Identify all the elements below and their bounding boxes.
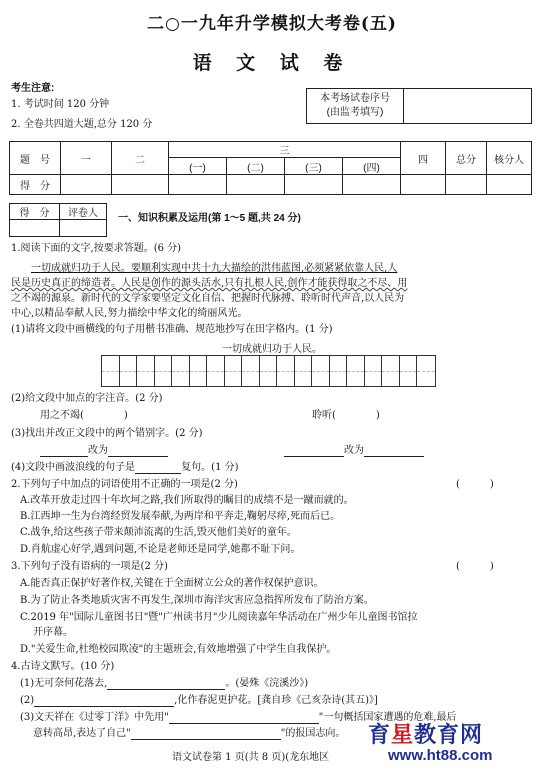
passage-line: 一切成就归功于人民。要顺利实现中共十九大描绘的洪伟蓝图,必须紧紧依靠人民,人 [31,263,398,274]
recite-blank[interactable] [107,679,225,690]
copy-sentence: 一切成就归功于人民。 [222,344,322,355]
pinyin-b[interactable]: 聆听( ) [312,410,380,421]
fix-blank[interactable] [40,446,88,457]
grid-cell[interactable] [172,356,190,386]
page-footer: 语文试卷第 1 页(共 8 页)(龙东地区 [172,752,330,763]
grader-score-label: 得 分 [10,204,60,220]
notice-heading: 考生注意: [11,83,55,94]
passage-line: 中心,以精品奉献人民,努力描绘中华文化的绮丽风光。 [11,308,248,319]
recite-blank[interactable] [34,696,174,707]
option: D.肖航虚心好学,遇到问题,不论是老师还是同学,她都不耻下问。 [20,544,301,555]
option: 开序幕。 [33,627,73,638]
question-2-stem: 2.下列句子中加点的词语使用不正确的一项是(2 分) [11,479,238,490]
grid-cell[interactable] [347,356,365,386]
grader-score-cell[interactable] [10,220,60,237]
q1-sub3: (3)找出并改正文段中的两个错别字。(2 分) [11,428,203,439]
grid-cell[interactable] [120,356,138,386]
passage [11,259,535,319]
score-cell[interactable] [227,175,285,195]
grid-cell[interactable] [155,356,173,386]
sub-col: (二) [227,158,285,175]
option: C.2019 年"国际儿童图书日"暨"广州读书月"少儿阅读嘉年华活动在广州少年儿童图书馆拉 [20,612,418,623]
col-total: 总分 [446,142,487,175]
pinyin-a[interactable]: 用之不竭( ) [40,410,128,421]
section-heading: 一、知识积累及运用(第 1～5 题,共 24 分) [118,213,301,224]
sub-col: (一) [169,158,227,175]
fix-label: 改为 [88,445,108,456]
option: A.能否真正保护好著作权,关键在于全面树立公众的著作权保护意识。 [20,578,324,589]
grid-cell[interactable] [242,356,260,386]
watermark-logo: 育星教育网 [368,722,484,747]
score-cell[interactable] [401,175,446,195]
score-cell[interactable] [61,175,112,195]
col-4: 四 [401,142,446,175]
col-3: 三 [169,142,401,158]
notice-item: 2. 全卷共四道大题,总分 120 分 [11,119,153,130]
score-cell[interactable] [487,175,532,195]
tianzige-grid[interactable] [101,355,436,387]
serial-note: (由监考填写) [326,107,384,118]
option: B.为了防止各类地质灾害不再发生,深圳市海洋灾害应急指挥所发布了防治方案。 [20,595,374,606]
serial-label: 本考场试卷序号 [320,93,390,104]
grid-cell[interactable] [102,356,120,386]
sub-col: (四) [343,158,401,175]
grid-cell[interactable] [190,356,208,386]
fix-row [284,445,424,457]
question-4-stem: 4.古诗文默写。(10 分) [11,661,115,672]
grid-cell[interactable] [225,356,243,386]
option: A.改革开放走过四十年坎坷之路,我们所取得的瞩目的成绩不是一蹴而就的。 [20,495,354,506]
option: D."关爱生命,杜绝校园欺凌"的主题班会,有效地增强了中学生自我保护。 [20,644,337,655]
grid-cell[interactable] [260,356,278,386]
score-table [9,141,532,195]
exam-title: 二○一九年升学模拟大考卷(五) [147,14,397,34]
sub4-blank[interactable] [135,463,181,474]
notice-item: 1. 考试时间 120 分钟 [11,99,110,110]
recite-blank[interactable] [131,729,281,740]
grid-cell[interactable] [382,356,400,386]
grid-cell[interactable] [277,356,295,386]
grid-cell[interactable] [330,356,348,386]
grid-cell[interactable] [417,356,435,386]
q1-sub2: (2)给文段中加点的字注音。(2 分) [11,393,163,404]
passage-line: 民是历史真正的缔造者。人民是创作的源头活水,只有扎根人民,创作才能获得取之不尽、用 [11,278,408,289]
col-checker: 核分人 [487,142,532,175]
q1-sub1: (1)请将文段中画横线的句子用楷书准确、规范地抄写在田字格内。(1 分) [11,324,333,335]
score-cell[interactable] [285,175,343,195]
option: B.江西坤一生为台湾经贸发展奉献,为两岸和平奔走,鞠躬尽瘁,死而后已。 [20,511,341,522]
answer-paren[interactable]: ( ) [456,479,494,490]
grader-name-cell[interactable] [60,220,107,237]
recite-blank[interactable] [169,713,319,724]
question-3-stem: 3.下列句子没有语病的一项是(2 分) [11,561,168,572]
row-label: 得 分 [10,175,61,195]
grid-cell[interactable] [137,356,155,386]
recite-line: 意转高昂,表达了自己" "的报国志向。 [33,728,346,739]
recite-line: (1)无可奈何花落去, 。(晏殊《浣溪沙》) [20,678,309,689]
grid-cell[interactable] [400,356,418,386]
grader-box [9,203,107,237]
score-cell[interactable] [343,175,401,195]
sub-col: (三) [285,158,343,175]
fix-label: 改为 [344,445,364,456]
option: C.战争,给这些孩子带来颠沛流离的生活,毁灭他们美好的童年。 [20,527,297,538]
grader-label: 评卷人 [60,204,107,220]
serial-box [306,88,532,124]
col-title: 题 号 [10,142,61,175]
score-cell[interactable] [112,175,169,195]
fix-blank[interactable] [108,446,168,457]
grid-cell[interactable] [207,356,225,386]
answer-paren[interactable]: ( ) [456,561,494,572]
q1-sub4: (4)文段中画波浪线的句子是 复句。(1 分) [11,462,239,473]
question-1-stem: 1.阅读下面的文字,按要求答题。(6 分) [11,243,182,254]
recite-line: (3)文天祥在《过零丁洋》中先用" "一句概括国家遭遇的危难,最后 [20,712,457,723]
fix-blank[interactable] [284,446,344,457]
col-2: 二 [112,142,169,175]
fix-row [40,445,168,457]
score-cell[interactable] [169,175,227,195]
score-cell[interactable] [446,175,487,195]
paper-subtitle: 语 文 试 卷 [192,52,352,74]
grid-cell[interactable] [312,356,330,386]
fix-blank[interactable] [364,446,424,457]
recite-line: (2) ,化作春泥更护花。[龚自珍《己亥杂诗(其五)》] [20,695,378,706]
grid-cell[interactable] [295,356,313,386]
grid-cell[interactable] [365,356,383,386]
serial-input[interactable] [404,89,532,124]
col-1: 一 [61,142,112,175]
watermark-url: www.ht88.com [388,747,493,764]
passage-line: 之不竭的源泉。新时代的文学家要坚定文化自信、把握时代脉搏、聆听时代声音,以人民为 [11,293,405,304]
